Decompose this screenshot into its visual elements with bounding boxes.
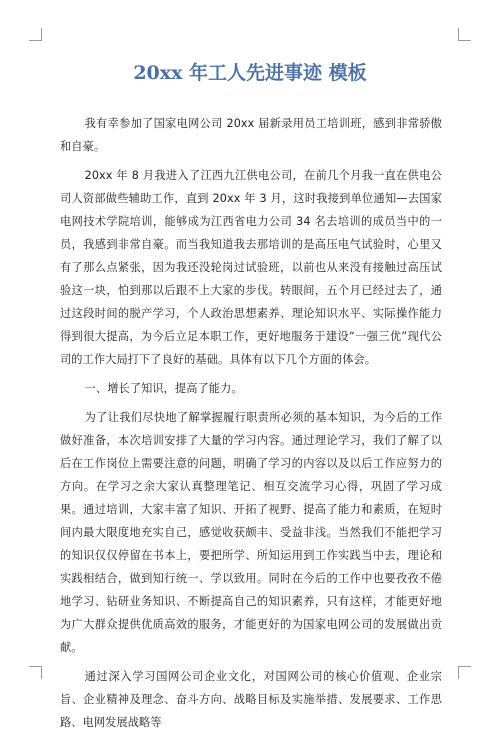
paragraph-intro: 我有幸参加了国家电网公司 20xx 届新录用员工培训班，感到非常骄傲和自豪。 <box>60 117 442 153</box>
document-body <box>60 112 442 740</box>
paragraph-culture: 通过深入学习国网公司企业文化，对国网公司的核心价值观、企业宗旨、企业精神及理念、奋斗方向、战略目标及实施举措、发展要求、工作思路、电网发展战略等 <box>60 670 442 729</box>
paragraph-background: 20xx 年 8 月我进入了江西九江供电公司，在前几个月我一直在供电公司人资部做些辅助工作，直到 20xx 年 3 月，这时我接到单位通知—去国家电网技术学院培训，能够成为江西省电力公司 34 名去培训的成员当中的一员，我感到非常自豪。而当我知道我去那培训的是高压电气试验时，心里又有了那么点紧张，因为我还没轮岗过试验班，以前也从来没有接触过高压试验这一块，怕到那以后跟不上大家的步伐。转眼间，五个月已经过去了，通过这段时间的脱产学习，个人政治思想素养、理论知识水平、实际操作能力得到很大提高，为今后立足本职工作，更好地服务于建设“一强三优”现代公司的工作大局打下了良好的基础。具体有以下几个方面的体会。 <box>60 169 442 366</box>
crop-mark-bottom-left <box>29 666 42 679</box>
document-title: 20xx 年工人先进事迹 模板 <box>133 62 367 84</box>
section-heading-1: 一、增长了知识，提高了能力。 <box>84 382 243 395</box>
crop-mark-top-left <box>29 28 42 41</box>
paragraph-knowledge: 为了让我们尽快地了解掌握履行职责所必须的基本知识，为今后的工作做好准备，本次培训安排了大量的学习内容。通过理论学习，我们了解了以后在工作岗位上需要注意的问题，明确了学习的内容以及以后工作应努力的方向。在学习之余大家认真整理笔记、相互交流学习心得，巩固了学习成果。通过培训，大家丰富了知识、开拓了视野、提高了能力和素质，在短时间内最大限度地充实自己，感觉收获颇丰、受益非浅。当然我们不能把学习的知识仅仅停留在书本上，要把所学、所知运用到工作实践当中去，理论和实践相结合，做到知行统一、学以致用。同时在今后的工作中也要孜孜不倦地学习、钻研业务知识、不断提高自己的知识素养，只有这样，才能更好地为广大群众提供优质高效的服务，才能更好的为国家电网公司的发展做出贡献。 <box>60 411 442 654</box>
crop-mark-top-right <box>458 28 471 41</box>
crop-mark-bottom-right <box>458 666 471 679</box>
